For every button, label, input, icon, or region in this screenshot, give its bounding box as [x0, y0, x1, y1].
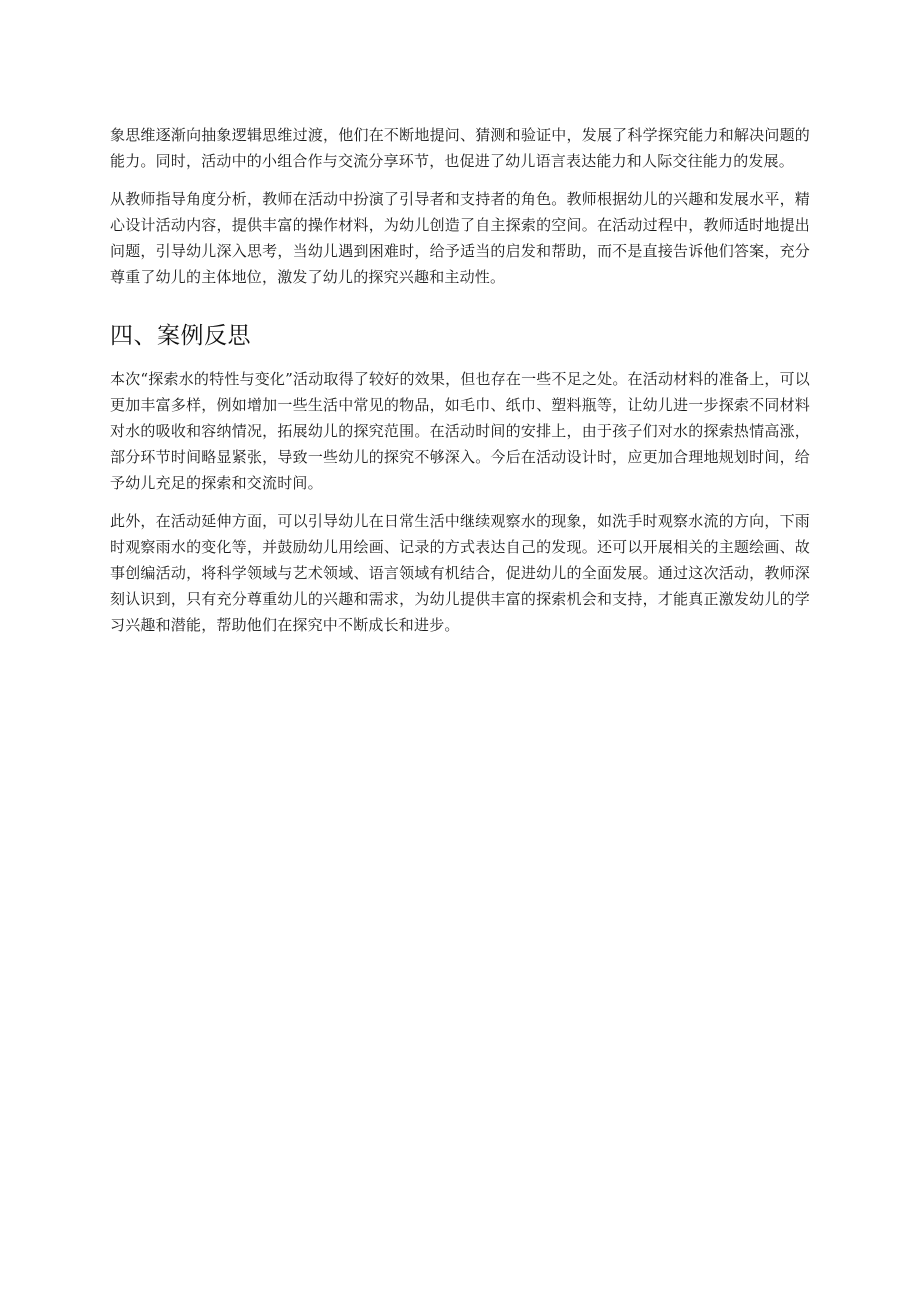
paragraph-thinking-development: 象思维逐渐向抽象逻辑思维过渡，他们在不断地提问、猜测和验证中，发展了科学探究能力和解决问题的能力。同时，活动中的小组合作与交流分享环节，也促进了幼儿语言表达能力和人际交往能力的发展。	[110, 126, 810, 170]
document-page	[110, 122, 810, 638]
section-heading-case-reflection: 四、案例反思	[110, 323, 251, 349]
paragraph-activity-extension: 此外，在活动延伸方面，可以引导幼儿在日常生活中继续观察水的现象，如洗手时观察水流的方向，下雨时观察雨水的变化等，并鼓励幼儿用绘画、记录的方式表达自己的发现。还可以开展相关的主题绘画、故事创编活动，将科学领域与艺术领域、语言领域有机结合，促进幼儿的全面发展。通过这次活动，教师深刻认识到，只有充分尊重幼儿的兴趣和需求，为幼儿提供丰富的探索机会和支持，才能真正激发幼儿的学习兴趣和潜能，帮助他们在探究中不断成长和进步。	[110, 512, 810, 634]
paragraph-reflection-shortcomings: 本次“探索水的特性与变化”活动取得了较好的效果，但也存在一些不足之处。在活动材料的准备上，可以更加丰富多样，例如增加一些生活中常见的物品，如毛巾、纸巾、塑料瓶等，让幼儿进一步探索不同材料对水的吸收和容纳情况，拓展幼儿的探究范围。在活动时间的安排上，由于孩子们对水的探索热情高涨，部分环节时间略显紧张，导致一些幼儿的探究不够深入。今后在活动设计时，应更加合理地规划时间，给予幼儿充足的探索和交流时间。	[110, 370, 810, 492]
paragraph-teacher-guidance: 从教师指导角度分析，教师在活动中扮演了引导者和支持者的角色。教师根据幼儿的兴趣和发展水平，精心设计活动内容，提供丰富的操作材料，为幼儿创造了自主探索的空间。在活动过程中，教师适时地提出问题，引导幼儿深入思考，当幼儿遇到困难时，给予适当的启发和帮助，而不是直接告诉他们答案，充分尊重了幼儿的主体地位，激发了幼儿的探究兴趣和主动性。	[110, 190, 810, 286]
